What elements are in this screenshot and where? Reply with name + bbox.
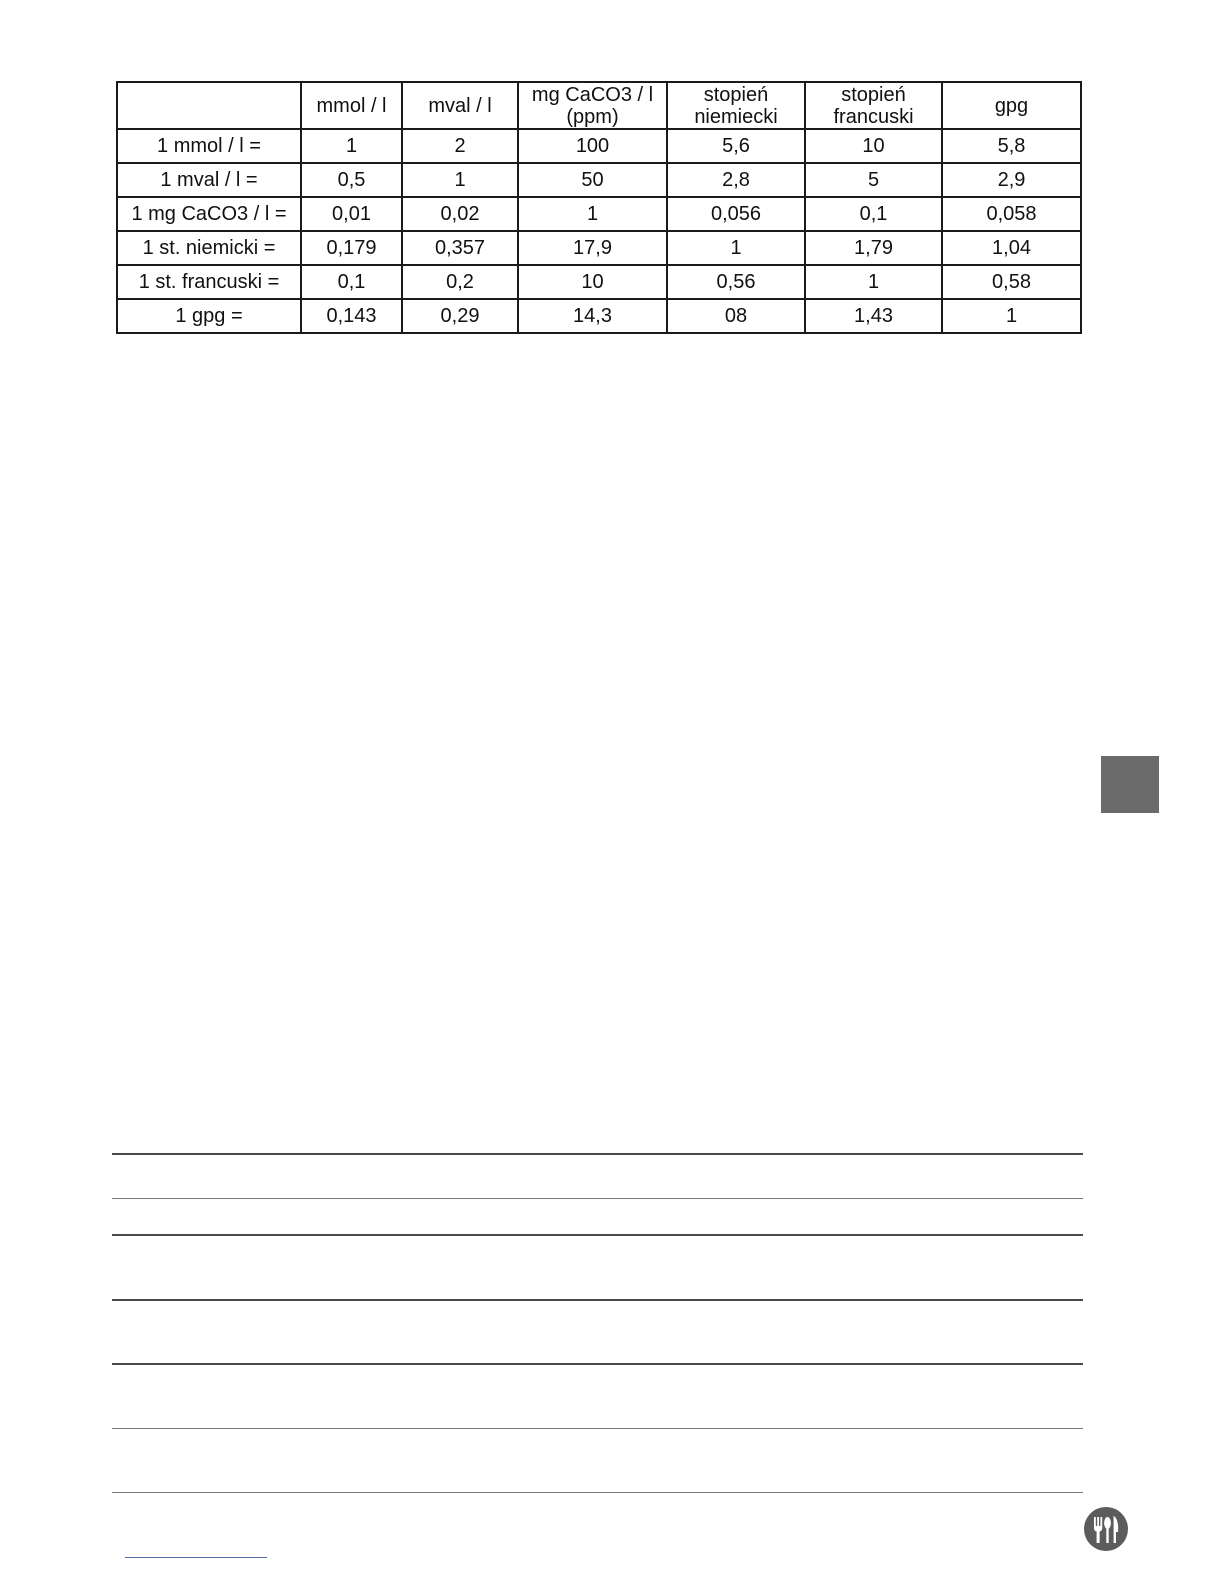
table-cell: 1 <box>301 129 402 163</box>
footer-underline <box>125 1557 267 1558</box>
table-cell: 1,43 <box>805 299 942 333</box>
table-cell: 2,9 <box>942 163 1081 197</box>
table-cell: 0,29 <box>402 299 518 333</box>
table-cell: 14,3 <box>518 299 667 333</box>
table-cell: 50 <box>518 163 667 197</box>
table-cell: 1 <box>942 299 1081 333</box>
table-cell: 5,6 <box>667 129 805 163</box>
row-label: 1 gpg = <box>117 299 301 333</box>
row-label: 1 mg CaCO3 / l = <box>117 197 301 231</box>
table-cell: 0,056 <box>667 197 805 231</box>
cutlery-icon <box>1083 1506 1129 1552</box>
table-cell: 0,1 <box>805 197 942 231</box>
table-cell: 0,58 <box>942 265 1081 299</box>
table-row <box>117 197 1081 231</box>
table-cell: 0,2 <box>402 265 518 299</box>
table-cell: 1,79 <box>805 231 942 265</box>
divider-line <box>112 1234 1083 1236</box>
divider-line <box>112 1363 1083 1365</box>
table-cell: 0,058 <box>942 197 1081 231</box>
table-cell: 0,01 <box>301 197 402 231</box>
table-cell: 10 <box>805 129 942 163</box>
table-cell: 1 <box>805 265 942 299</box>
divider-line <box>112 1153 1083 1155</box>
divider-line <box>112 1299 1083 1301</box>
table-row <box>117 265 1081 299</box>
header-cell-gpg: gpg <box>942 82 1081 129</box>
table-row <box>117 163 1081 197</box>
header-cell-mg-caco3: mg CaCO3 / l (ppm) <box>518 82 667 129</box>
header-cell-mmol: mmol / l <box>301 82 402 129</box>
header-cell-mval: mval / l <box>402 82 518 129</box>
header-cell-empty <box>117 82 301 129</box>
table-row <box>117 129 1081 163</box>
row-label: 1 mval / l = <box>117 163 301 197</box>
side-tab-marker <box>1101 756 1159 813</box>
table-cell: 10 <box>518 265 667 299</box>
table-cell: 5 <box>805 163 942 197</box>
table-cell: 100 <box>518 129 667 163</box>
table-cell: 0,5 <box>301 163 402 197</box>
table-cell: 2 <box>402 129 518 163</box>
table-cell: 0,179 <box>301 231 402 265</box>
header-cell-german-degree: stopień niemiecki <box>667 82 805 129</box>
row-label: 1 st. niemicki = <box>117 231 301 265</box>
row-label: 1 st. francuski = <box>117 265 301 299</box>
table-cell: 0,357 <box>402 231 518 265</box>
table-cell: 08 <box>667 299 805 333</box>
table-row <box>117 231 1081 265</box>
table-cell: 0,143 <box>301 299 402 333</box>
table-cell: 1 <box>402 163 518 197</box>
table-cell: 1 <box>518 197 667 231</box>
hardness-conversion-table <box>116 81 1082 334</box>
row-label: 1 mmol / l = <box>117 129 301 163</box>
table-cell: 1,04 <box>942 231 1081 265</box>
table-cell: 0,02 <box>402 197 518 231</box>
table-cell: 5,8 <box>942 129 1081 163</box>
table-cell: 0,56 <box>667 265 805 299</box>
divider-line <box>112 1428 1083 1429</box>
table-row <box>117 299 1081 333</box>
divider-line <box>112 1198 1083 1199</box>
table-header-row <box>117 82 1081 129</box>
header-cell-french-degree: stopień francuski <box>805 82 942 129</box>
table-cell: 0,1 <box>301 265 402 299</box>
table-cell: 2,8 <box>667 163 805 197</box>
table-cell: 17,9 <box>518 231 667 265</box>
divider-line <box>112 1492 1083 1493</box>
table-cell: 1 <box>667 231 805 265</box>
